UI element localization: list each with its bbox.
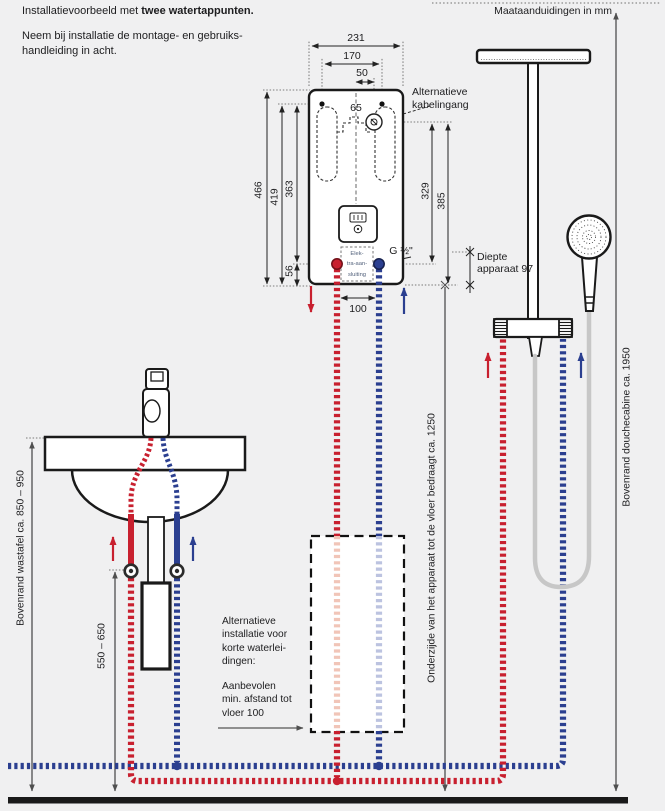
shower-crossbar	[477, 50, 590, 63]
hot-outlet-connection	[332, 259, 342, 269]
thread-label: G ½"	[389, 245, 413, 257]
electric-connection-label: Elek- tra-aan- sluiting	[346, 251, 368, 278]
installation-note: Neem bij installatie de montage- en gebruiks- handleiding in acht.	[22, 30, 243, 57]
junction-hot-heater	[333, 777, 341, 785]
dim-329: 329	[420, 182, 432, 200]
title-bold: twee watertappunten.	[141, 5, 254, 17]
hand-shower	[568, 216, 611, 312]
dim-363: 363	[284, 180, 296, 198]
dim-56: 56	[284, 265, 296, 277]
shower-rail-bar	[528, 63, 538, 338]
dim-50: 50	[356, 67, 368, 79]
depth-label: Diepte apparaat 97	[477, 251, 534, 275]
drain-siphon	[142, 583, 170, 669]
dim-419: 419	[269, 188, 281, 206]
dim-385: 385	[436, 192, 448, 210]
alt-install-label: Alternatieve installatie voor korte waterlei- dingen: Aanbevolen min. afstand tot vloer 100	[222, 616, 292, 719]
dim-170: 170	[343, 50, 361, 62]
shower-height-label: Bovenrand douchecabine ca. 1950	[621, 347, 633, 507]
floor	[8, 797, 628, 804]
faucet	[143, 369, 169, 437]
washbasin	[45, 369, 245, 669]
control-panel	[339, 206, 377, 242]
mixer-knob-right	[559, 319, 572, 337]
valve-height-label: 550 – 650	[96, 623, 108, 669]
junction-cold-sink	[173, 762, 181, 770]
shower-rail	[477, 50, 590, 338]
mounting-hole-left	[319, 101, 324, 106]
dim-231: 231	[347, 32, 365, 44]
page-title	[22, 5, 254, 17]
dim-100: 100	[349, 303, 367, 315]
shower-mixer	[494, 319, 572, 356]
cable-entry	[366, 114, 382, 130]
mounting-hole-right	[379, 101, 384, 106]
washbasin-height-label: Bovenrand wastafel ca. 850 – 950	[15, 470, 27, 626]
dim-65: 65	[350, 102, 362, 114]
dim-466: 466	[253, 181, 265, 199]
drain-pipe	[148, 517, 164, 583]
junction-cold-heater	[375, 762, 383, 770]
clearance-label: Onderzijde van het apparaat tot de vloer bedraagt ca. 1250	[426, 413, 438, 683]
cable-entry-label: Alternatieve kabelingang	[412, 86, 469, 111]
title-regular: Installatievoorbeeld met	[22, 5, 142, 17]
alternative-position-box	[311, 536, 404, 732]
units-note: Maataanduidingen in mm	[494, 5, 612, 17]
cold-inlet-connection	[374, 259, 384, 269]
basin	[72, 470, 228, 522]
mixer-knob-left	[494, 319, 507, 337]
